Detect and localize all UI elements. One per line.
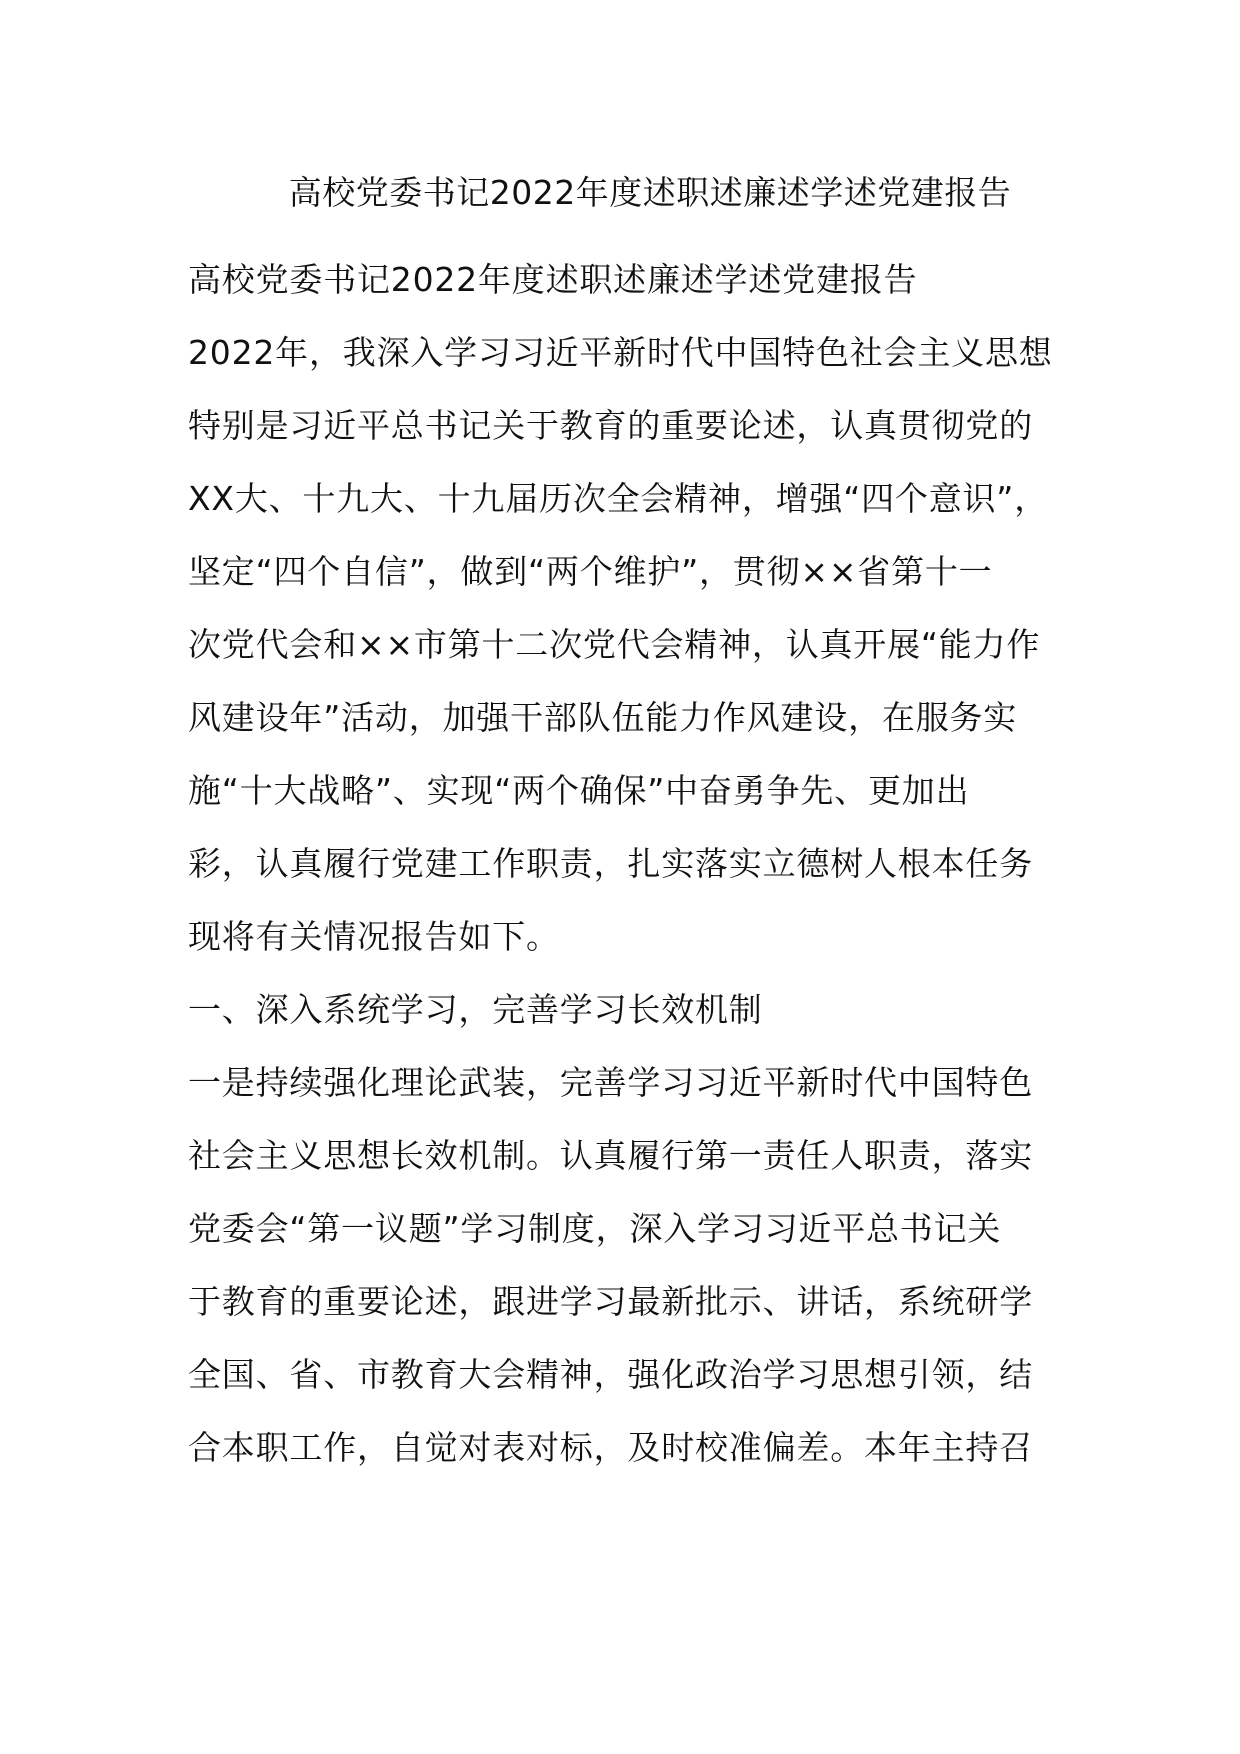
section1-line: 于教育的重要论述，跟进学习最新批示、讲话，系统研学: [188, 1282, 1033, 1321]
section1-line: 全国、省、市教育大会精神，强化政治学习思想引领，结: [188, 1355, 1033, 1394]
document-title: 高校党委书记2022年度述职述廉述学述党建报告: [288, 173, 1012, 212]
intro-paragraph: [188, 316, 1058, 973]
intro-line: 彩，认真履行党建工作职责，扎实落实立德树人根本任务: [188, 844, 1033, 883]
section1-line: 合本职工作，自觉对表对标，及时校准偏差。本年主持召: [188, 1428, 1033, 1467]
section1-line: 党委会“第一议题”学习制度，深入学习习近平总书记关: [188, 1209, 1002, 1248]
intro-line: 坚定“四个自信”，做到“两个维护”，贯彻××省第十一: [188, 552, 993, 591]
intro-line: 2022年，我深入学习习近平新时代中国特色社会主义思想: [188, 333, 1053, 372]
intro-line: 风建设年”活动，加强干部队伍能力作风建设，在服务实: [188, 698, 1018, 737]
intro-line: 特别是习近平总书记关于教育的重要论述，认真贯彻党的: [188, 406, 1033, 445]
section1-heading: 一、深入系统学习，完善学习长效机制: [188, 990, 763, 1029]
intro-line: 现将有关情况报告如下。: [188, 917, 560, 956]
section1-line: 社会主义思想长效机制。认真履行第一责任人职责，落实: [188, 1136, 1033, 1175]
intro-line: 次党代会和××市第十二次党代会精神，认真开展“能力作: [188, 625, 1041, 664]
intro-line: XX大、十九大、十九届历次全会精神，增强“四个意识”，: [188, 479, 1049, 518]
section1-line: 一是持续强化理论武装，完善学习习近平新时代中国特色: [188, 1063, 1033, 1102]
intro-line: 施“十大战略”、实现“两个确保”中奋勇争先、更加出: [188, 771, 970, 810]
document-subtitle: [188, 243, 1058, 316]
section-heading: [188, 973, 1058, 1046]
document-body: [188, 243, 1058, 1484]
subtitle-line: 高校党委书记2022年度述职述廉述学述党建报告: [188, 260, 918, 299]
section1-paragraph: [188, 1046, 1058, 1484]
